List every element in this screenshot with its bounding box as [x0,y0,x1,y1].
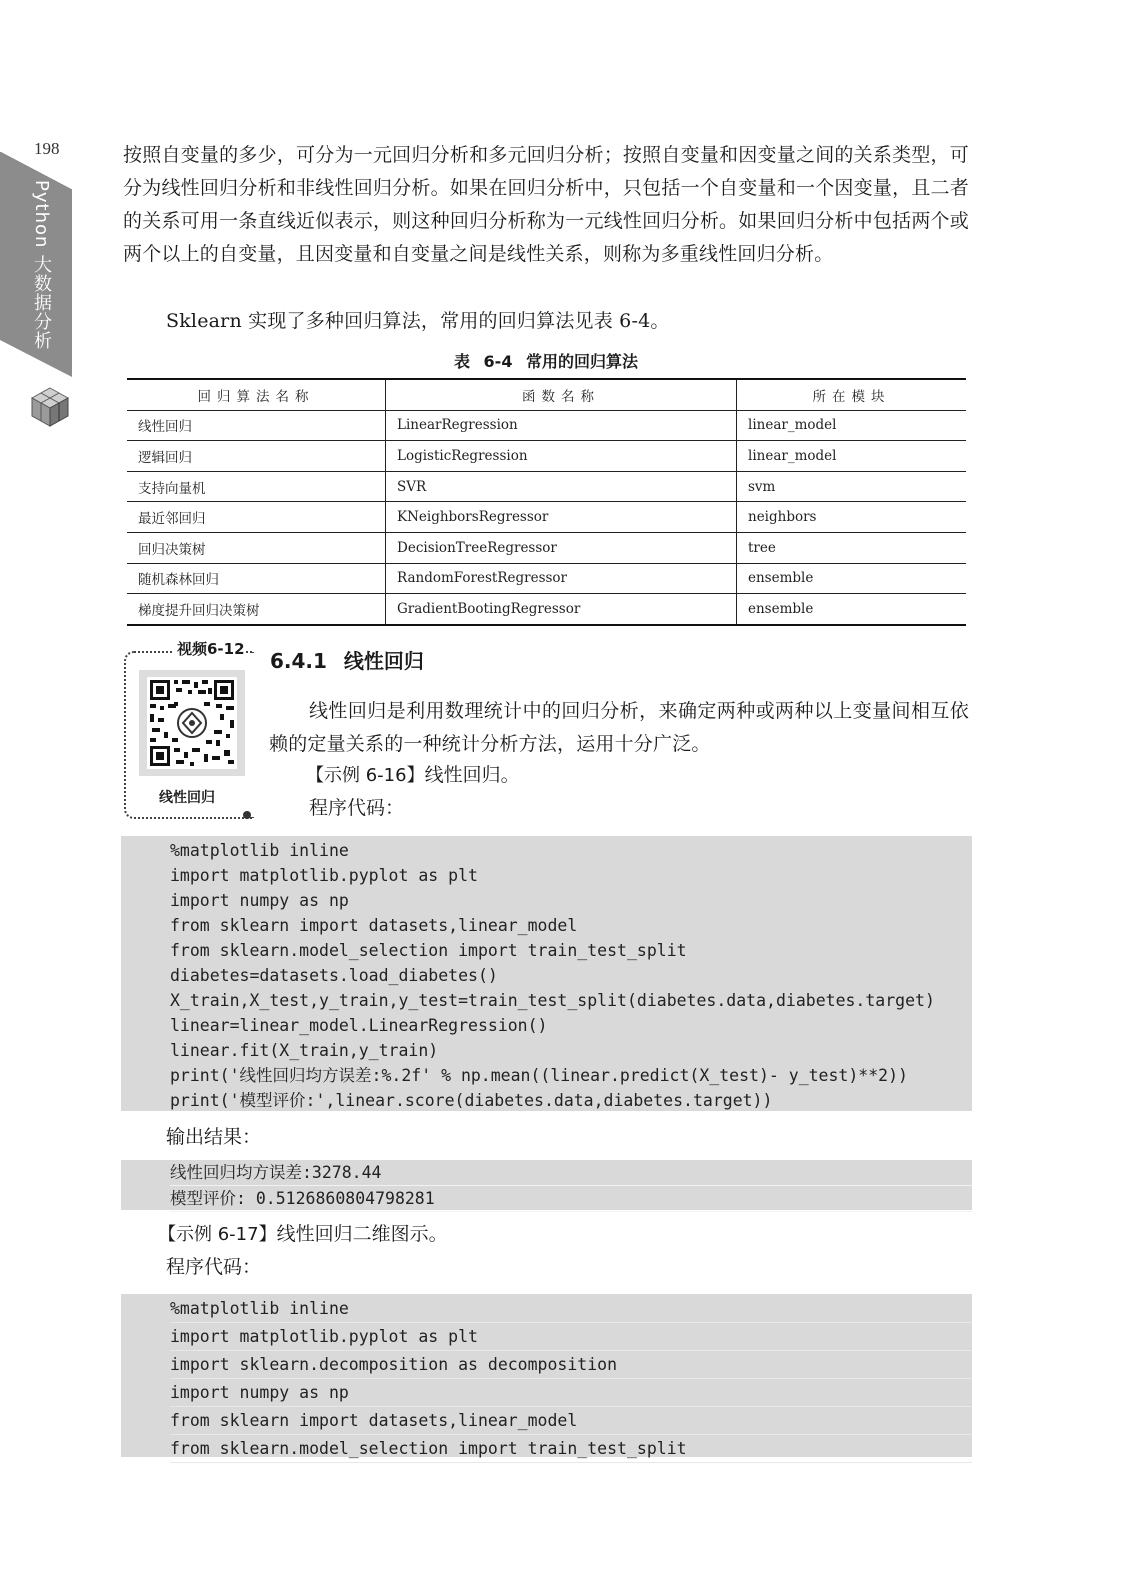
function-cell: KNeighborsRegressor [386,502,737,533]
code-line: %matplotlib inline [170,841,349,860]
section-heading: 6.4.1 线性回归 [270,649,424,673]
table-row [127,563,966,594]
header-function-name: 函数名称 [386,379,737,410]
program-code-label: 程序代码： [309,797,405,819]
code-line: diabetes=datasets.load_diabetes() [170,966,498,985]
function-cell: SVR [386,471,737,502]
output-label: 输出结果： [166,1126,262,1148]
algorithm-cell: 最近邻回归 [127,502,386,533]
table-row [127,441,966,472]
function-cell: LogisticRegression [386,441,737,472]
function-cell: DecisionTreeRegressor [386,532,737,563]
module-cell: linear_model [737,410,967,441]
example-6-17 [158,1218,448,1251]
code-line: linear.fit(X_train,y_train) [170,1041,439,1060]
table-caption: 表 6-4 常用的回归算法 [453,352,639,371]
output-block [121,1160,972,1210]
page-number: 198 [34,139,60,158]
code-line: print('线性回归均方误差:%.2f' % np.mean((linear.predict(X_test)- y_test)**2)) [170,1066,908,1085]
header-module: 所在模块 [737,379,967,410]
algorithm-cell: 梯度提升回归决策树 [127,594,386,625]
function-cell: LinearRegression [386,410,737,441]
header-algorithm-name: 回归算法名称 [127,379,386,410]
module-cell: linear_model [737,441,967,472]
qr-code-icon [147,677,237,769]
example-label: 【示例 6-17】 [158,1224,277,1245]
code-block-6-16 [121,836,972,1111]
algorithm-cell: 支持向量机 [127,471,386,502]
code-block-6-17 [121,1294,972,1457]
table-row [127,410,966,441]
video-caption: 线性回归 [159,790,215,806]
function-cell: RandomForestRegressor [386,563,737,594]
code-line: import matplotlib.pyplot as plt [170,866,478,885]
video-label: 视频6-12 [174,638,245,659]
code-line: print('模型评价:',linear.score(diabetes.data,diabetes.target)) [170,1091,773,1110]
cube-logo-icon [28,384,72,428]
code-line: from sklearn.model_selection import train_test_split [170,941,687,960]
video-box [124,638,254,818]
book-title: Python 大数据分析 [31,180,52,351]
qr-code[interactable] [139,670,245,776]
algorithm-cell: 随机森林回归 [127,563,386,594]
code-line: import numpy as np [170,891,349,910]
code-line: from sklearn import datasets,linear_model [170,916,578,935]
code-line: import matplotlib.pyplot as plt [170,1323,972,1351]
side-tab [0,152,72,377]
intro-paragraph: 按照自变量的多少，可分为一元回归分析和多元回归分析；按照自变量和因变量之间的关系类型，可分为线性回归分析和非线性回归分析。如果在回归分析中，只包括一个自变量和一个因变量，且二者的关系可用一条直线近似表示，则这种回归分析称为一元线性回归分析。如果回归分析中包括两个或两个以上的自变量，且因变量和自变量之间是线性关系，则称为多重线性回归分析。 [123,144,969,265]
algorithm-cell: 回归决策树 [127,532,386,563]
example-label: 【示例 6-16】 [306,765,425,786]
algorithm-cell: 逻辑回归 [127,441,386,472]
regression-algorithms-table [127,378,966,626]
table-row [127,594,966,625]
function-cell: GradientBootingRegressor [386,594,737,625]
sklearn-paragraph: Sklearn 实现了多种回归算法，常用的回归算法见表 6-4。 [166,310,670,332]
example-title: 线性回归二维图示。 [276,1223,448,1245]
module-cell: ensemble [737,563,967,594]
module-cell: svm [737,471,967,502]
code-line: %matplotlib inline [170,1295,972,1323]
table-row [127,532,966,563]
table-header-row [127,379,966,410]
code-line: from sklearn import datasets,linear_model [170,1407,972,1435]
table-row [127,502,966,533]
code-line: linear=linear_model.LinearRegression() [170,1016,548,1035]
algorithm-cell: 线性回归 [127,410,386,441]
module-cell: tree [737,532,967,563]
module-cell: ensemble [737,594,967,625]
table-row [127,471,966,502]
frame-dot [243,811,251,819]
program-code-label: 程序代码： [166,1256,262,1278]
code-line: import numpy as np [170,1379,972,1407]
module-cell: neighbors [737,502,967,533]
code-line: import sklearn.decomposition as decomposition [170,1351,972,1379]
example-6-16 [306,759,520,792]
output-line: 模型评价: 0.5126860804798281 [170,1186,972,1212]
example-title: 线性回归。 [424,764,520,786]
code-line: X_train,X_test,y_train,y_test=train_test_split(diabetes.data,diabetes.target) [170,991,935,1010]
output-line: 线性回归均方误差:3278.44 [170,1160,972,1186]
linear-regression-paragraph: 线性回归是利用数理统计中的回归分析，来确定两种或两种以上变量间相互依赖的定量关系的一种统计分析方法，运用十分广泛。 [269,700,969,755]
code-line: from sklearn.model_selection import train_test_split [170,1435,972,1463]
